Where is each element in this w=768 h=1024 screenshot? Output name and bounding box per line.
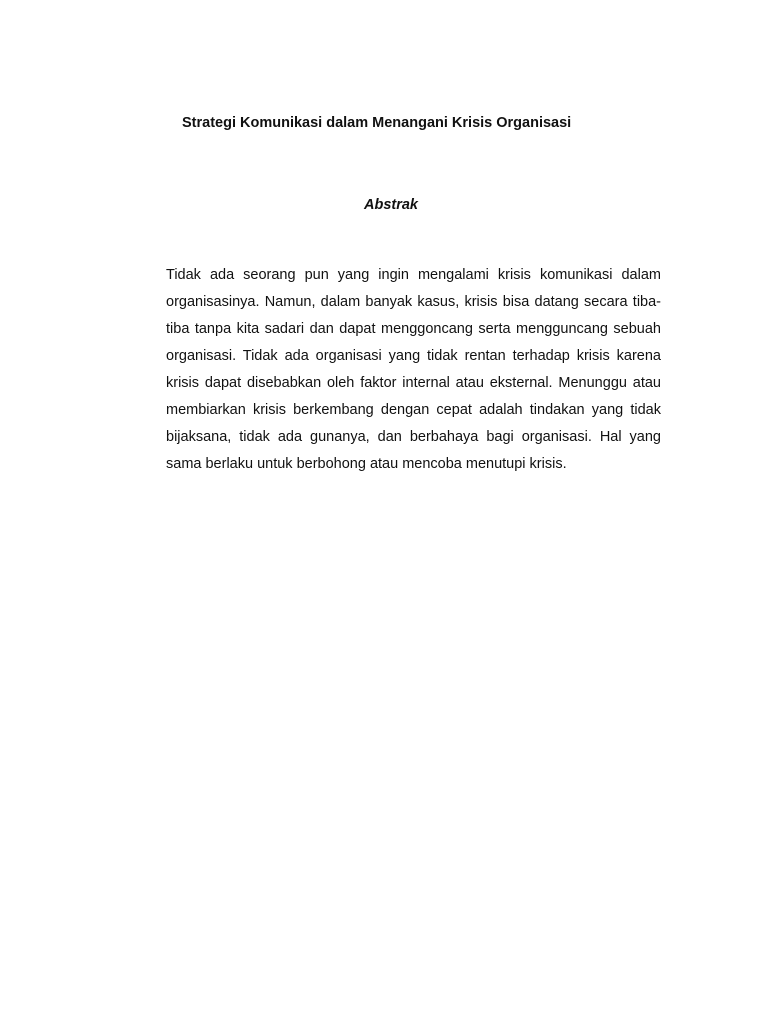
- abstract-paragraph: Tidak ada seorang pun yang ingin mengalami krisis komunikasi dalam organisasinya. Namun, dalam banyak kasus, krisis bisa datang secara tiba-tiba tanpa kita sadari dan dapat menggoncang serta mengguncang sebuah organisasi. Tidak ada organisasi yang tidak rentan terhadap krisis karena krisis dapat disebabkan oleh faktor internal atau eksternal. Menunggu atau membiarkan krisis berkembang dengan cepat adalah tindakan yang tidak bijaksana, tidak ada gunanya, dan berbahaya bagi organisasi. Hal yang sama berlaku untuk berbohong atau mencoba menutupi krisis.: [166, 267, 661, 472]
- document-title: Strategi Komunikasi dalam Menangani Krisis Organisasi: [182, 115, 572, 131]
- abstract-heading: Abstrak: [364, 197, 418, 213]
